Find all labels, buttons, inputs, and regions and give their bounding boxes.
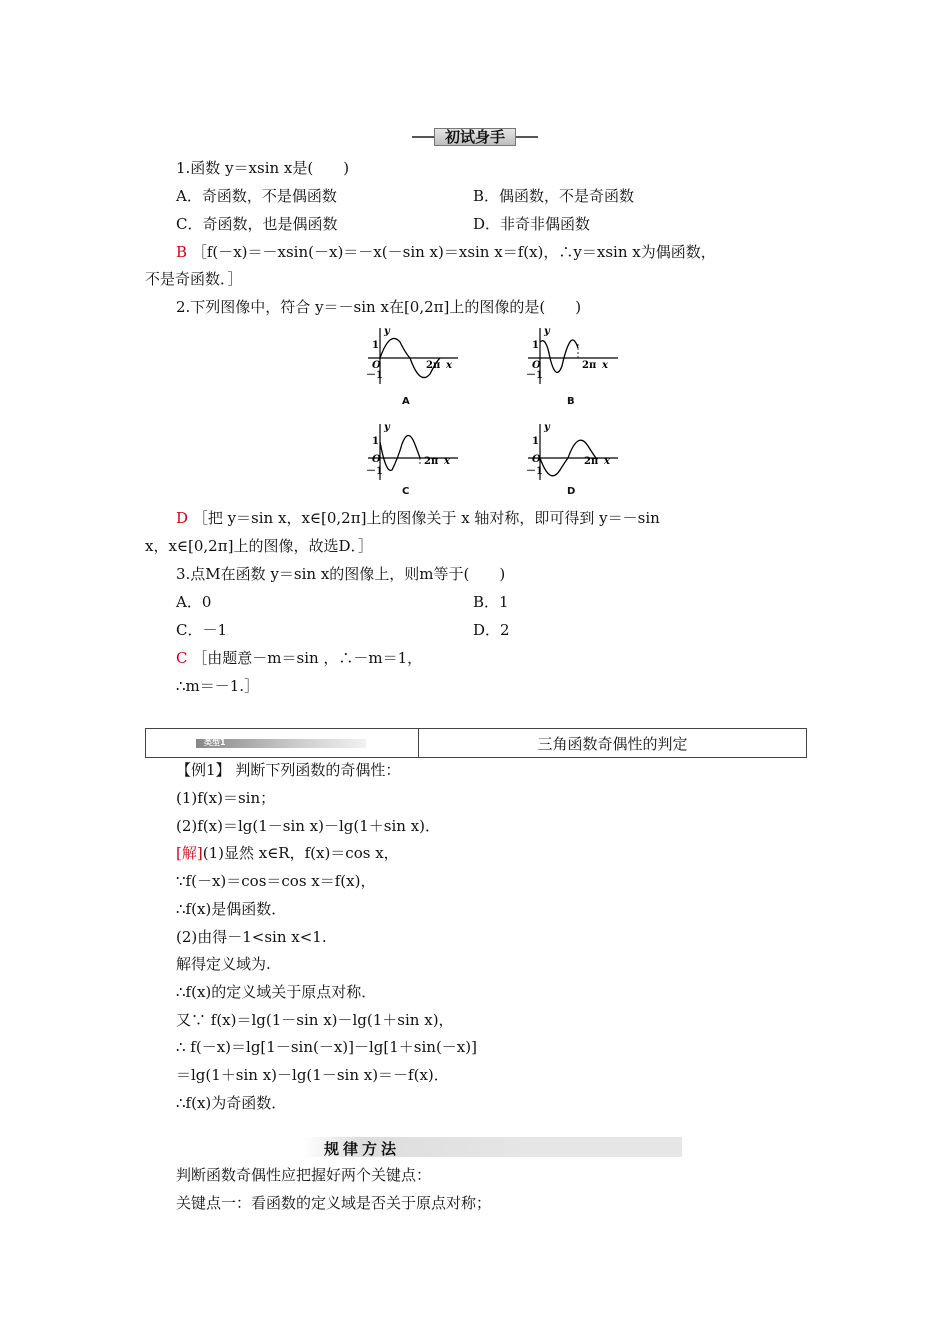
solution-s10: ∴f(x)为奇函数． [176, 1094, 287, 1112]
q3-explanation [176, 648, 422, 668]
q1-explanation [176, 242, 716, 262]
example-heading [176, 760, 400, 780]
solution-s3: ∴f(x)是偶函数． [176, 900, 287, 918]
graph-c-tick-neg1: －1 [366, 466, 383, 477]
graph-a-label: A [402, 396, 410, 407]
graph-a-tick-1: 1 [372, 340, 379, 351]
graph-a-x-label: x [446, 360, 452, 371]
q1-stem: 1.函数 y＝xsin x是( ) [176, 159, 350, 177]
law-title: 规律方法 [324, 1140, 401, 1158]
graph-d-tick-neg1: －1 [526, 466, 543, 477]
graph-d-origin: O [532, 454, 541, 465]
q1-option-b: B．偶函数，不是奇函数 [473, 187, 635, 205]
q1-option-d: D．非奇非偶函数 [473, 215, 591, 233]
graph-c [362, 422, 462, 486]
graph-c-tick-1: 1 [372, 436, 379, 447]
type-tag-cell [146, 729, 419, 758]
graph-d [522, 422, 622, 486]
law-line-1: 判断函数奇偶性应把握好两个关键点： [176, 1166, 432, 1184]
section-title: 初试身手 [434, 128, 516, 146]
graph-c-y-label: y [384, 422, 390, 433]
q3-stem: 3.点M在函数 y＝sin x的图像上，则m等于( ) [176, 565, 506, 583]
q3-option-c: C．－1 [176, 621, 228, 639]
graph-a-y-label: y [384, 326, 390, 337]
solution-s4: (2)由得－1<sin x<1. [176, 928, 327, 946]
q1-option-a: A．奇函数，不是偶函数 [176, 187, 337, 205]
q1-option-c: C．奇函数，也是偶函数 [176, 215, 338, 233]
graph-d-y-label: y [544, 422, 550, 433]
q2-answer: D [176, 509, 189, 527]
graph-b-y-label: y [544, 326, 550, 337]
solution-s7: 又∵ f(x)＝lg(1－sin x)－lg(1＋sin x)， [176, 1011, 454, 1029]
graph-b-tick-1: 1 [532, 340, 539, 351]
q3-option-d: D．2 [473, 621, 510, 639]
q2-explain-1: ［把 y＝sin x，x∈[0,2π]上的图像关于 x 轴对称，即可得到 y＝－sin [192, 509, 660, 527]
graph-a-tick-neg1: －1 [366, 370, 383, 381]
graph-d-tick-1: 1 [532, 436, 539, 447]
graph-b-tick-neg1: －1 [526, 370, 543, 381]
graph-c-origin: O [372, 454, 381, 465]
graph-b [522, 326, 622, 390]
q1-explain-1: ［f(－x)＝－xsin(－x)＝－x(－sin x)＝xsin x＝f(x)，∴y＝xsin x为偶函数， [191, 243, 716, 261]
q3-explain-1: ［由题意－m＝sin ，∴－m＝1， [192, 649, 423, 667]
type-header-table [145, 728, 807, 758]
solution-s9: ＝lg(1＋sin x)－lg(1－sin x)＝－f(x)． [176, 1066, 449, 1084]
solution-s2: ∵f(－x)＝cos＝cos x＝f(x)， [176, 872, 376, 890]
graph-b-label: B [567, 396, 575, 407]
type-tag-text: 类型1 [204, 738, 226, 747]
q2-stem: 2.下列图像中，符合 y＝－sin x在[0,2π]上的图像的是( ) [176, 298, 582, 316]
example-label: 【例1】 [176, 761, 231, 779]
example-item-1: (1)f(x)＝sin； [176, 789, 276, 807]
q3-option-b: B．1 [473, 593, 509, 611]
solve-tag: [解] [176, 844, 203, 862]
graph-b-x-label: x [602, 360, 608, 371]
q2-explanation [176, 508, 660, 528]
example-item-2: (2)f(x)＝lg(1－sin x)－lg(1＋sin x)． [176, 817, 441, 835]
graph-d-label: D [567, 486, 576, 497]
graph-b-origin: O [532, 360, 541, 371]
solution-s1: (1)显然 x∈R，f(x)＝cos x， [202, 844, 399, 862]
graph-c-tick-2pi: 2π [424, 456, 439, 467]
q3-answer: C [176, 649, 188, 667]
q2-explain-2: x，x∈[0,2π]上的图像，故选D．］ [145, 537, 373, 555]
solution-line-1 [176, 843, 399, 863]
q1-explain-2: 不是奇函数．］ [145, 270, 243, 288]
q3-option-a: A．0 [176, 593, 212, 611]
graph-a-origin: O [372, 360, 381, 371]
graph-d-x-label: x [604, 456, 610, 467]
graph-c-label: C [402, 486, 410, 497]
q3-explain-2: ∴m＝－1.］ [176, 677, 260, 695]
section-banner [412, 128, 538, 146]
example-stem: 判断下列函数的奇偶性： [235, 761, 401, 779]
graph-a-tick-2pi: 2π [426, 360, 441, 371]
solution-s5: 解得定义域为. [176, 955, 271, 973]
graph-a [362, 326, 462, 390]
law-banner [304, 1137, 682, 1157]
graph-d-tick-2pi: 2π [584, 456, 599, 467]
solution-s6: ∴f(x)的定义域关于原点对称． [176, 983, 377, 1001]
graph-b-tick-2pi: 2π [582, 360, 597, 371]
type-tag [196, 739, 366, 748]
law-line-2: 关键点一：看函数的定义域是否关于原点对称； [176, 1194, 492, 1212]
graph-c-x-label: x [444, 456, 450, 467]
type-title: 三角函数奇偶性的判定 [419, 729, 807, 758]
q1-answer: B [176, 243, 188, 261]
solution-s8: ∴ f(－x)＝lg[1－sin(－x)]－lg[1＋sin(－x)] [176, 1038, 477, 1056]
